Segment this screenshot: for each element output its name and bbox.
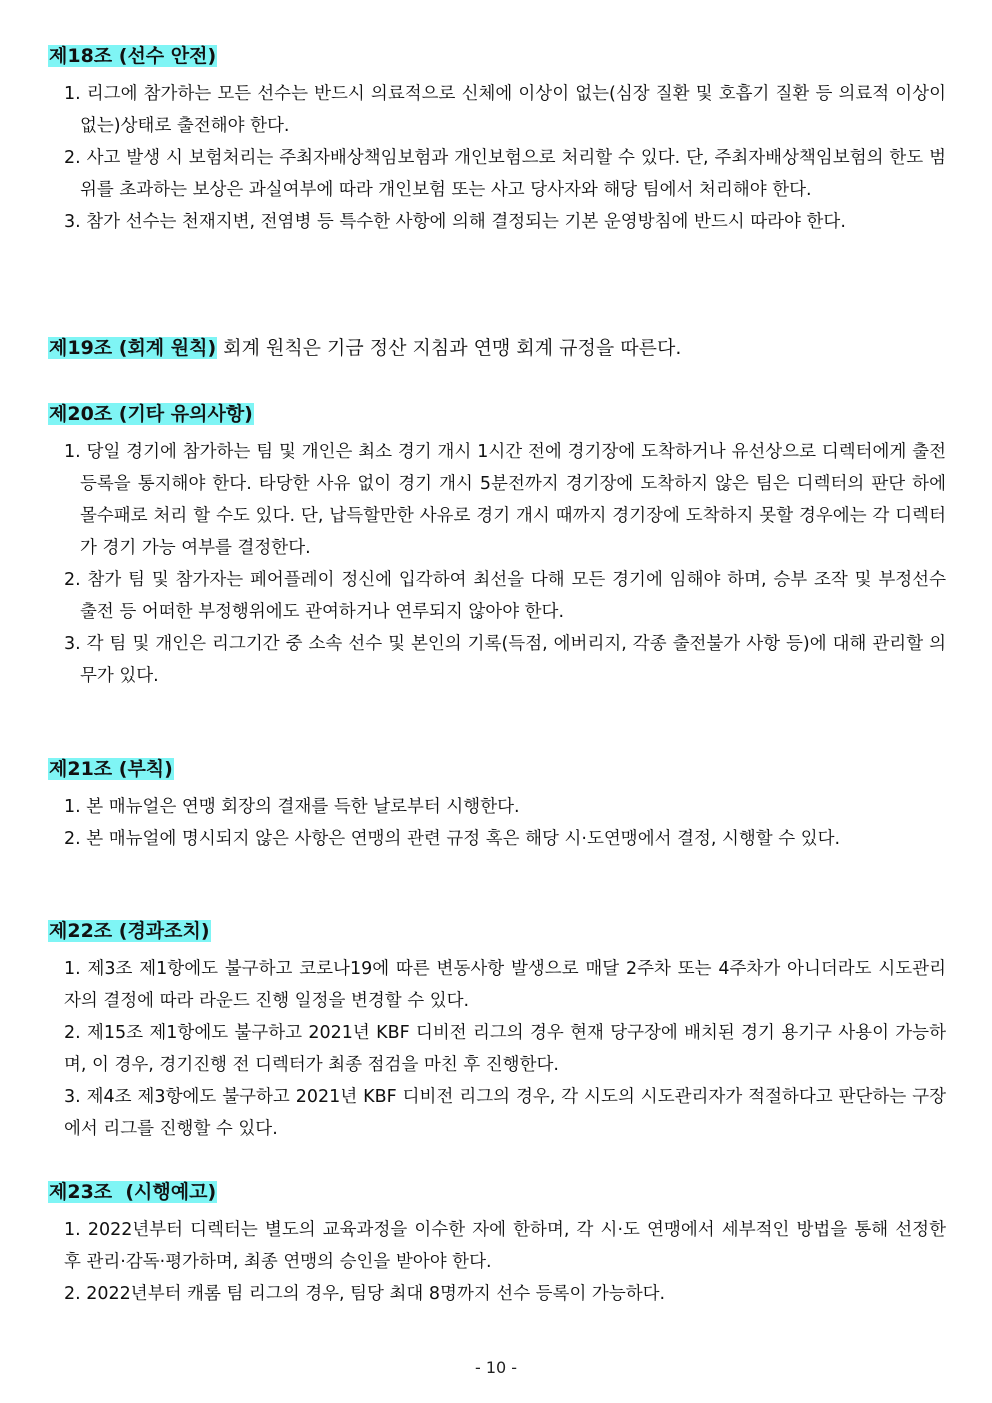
article-23-item-1: 1. 2022년부터 디렉터는 별도의 교육과정을 이수한 자에 한하며, 각 시·도 연맹에서 세부적인 방법을 통해 선정한 후 관리·감독·평가하며, 최종 연맹의 승인을 받아야 한다. (64, 1220, 946, 1272)
article-21 (48, 757, 946, 855)
article-20-item-2: 2. 참가 팀 및 참가자는 페어플레이 정신에 입각하여 최선을 다해 모든 경기에 임해야 하며, 승부 조작 및 부정선수 출전 등 어떠한 부정행위에도 관여하거나 연루되지 않아야 한다. (64, 570, 946, 622)
article-18-item-3: 3. 참가 선수는 천재지변, 전염병 등 특수한 사항에 의해 결정되는 기본 운영방침에 반드시 따라야 한다. (64, 212, 846, 232)
heading-highlight: 제22조 (경과조치) (49, 920, 210, 942)
article-22-item-2: 2. 제15조 제1항에도 불구하고 2021년 KBF 디비전 리그의 경우 현재 당구장에 배치된 경기 용기구 사용이 가능하며, 이 경우, 경기진행 전 디렉터가 최종 점검을 마친 후 진행한다. (64, 1023, 946, 1075)
heading-highlight: 제23조 (시행예고) (49, 1181, 217, 1203)
heading-highlight: 제20조 (기타 유의사항) (49, 403, 253, 425)
article-21-item-1: 1. 본 매뉴얼은 연맹 회장의 결재를 득한 날로부터 시행한다. (64, 797, 520, 817)
article-20 (48, 402, 946, 692)
page-number: - 10 - (474, 1358, 518, 1377)
article-23-item-2: 2. 2022년부터 캐롬 팀 리그의 경우, 팀당 최대 8명까지 선수 등록이 가능하다. (64, 1284, 666, 1304)
heading-highlight: 제21조 (부칙) (49, 758, 173, 780)
article-20-item-1: 1. 당일 경기에 참가하는 팀 및 개인은 최소 경기 개시 1시간 전에 경기장에 도착하거나 유선상으로 디렉터에게 출전 등록을 통지해야 한다. 타당한 사유 없이 경기 개시 5분전까지 경기장에 도착하지 않은 팀은 디렉터의 판단 하에 몰수패로 처리 할 수도 있다. 단, 납득할만한 사유로 경기 개시 때까지 경기장에 도착하지 못할 경우에는 각 디렉터가 경기 가능 여부를 결정한다. (64, 442, 946, 558)
article-20-heading (48, 402, 946, 426)
article-18-item-2: 2. 사고 발생 시 보험처리는 주최자배상책임보험과 개인보험으로 처리할 수 있다. 단, 주최자배상책임보험의 한도 범위를 초과하는 보상은 과실여부에 따라 개인보험 또는 사고 당사자와 해당 팀에서 처리해야 한다. (64, 148, 946, 200)
article-20-item-3: 3. 각 팀 및 개인은 리그기간 중 소속 선수 및 본인의 기록(득점, 에버리지, 각종 출전불가 사항 등)에 대해 관리할 의무가 있다. (64, 634, 946, 686)
article-18-item-1: 1. 리그에 참가하는 모든 선수는 반드시 의료적으로 신체에 이상이 없는(심장 질환 및 호흡기 질환 등 의료적 이상이 없는)상태로 출전해야 한다. (64, 84, 946, 136)
article-23 (48, 1180, 946, 1310)
article-19 (48, 336, 946, 360)
article-23-heading (48, 1180, 946, 1204)
article-22 (48, 919, 946, 1145)
article-19-text: 회계 원칙은 기금 정산 지침과 연맹 회계 규정을 따른다. (217, 337, 682, 359)
article-22-heading (48, 919, 946, 943)
article-21-heading (48, 757, 946, 781)
article-22-item-1: 1. 제3조 제1항에도 불구하고 코로나19에 따른 변동사항 발생으로 매달 2주차 또는 4주차가 아니더라도 시도관리자의 결정에 따라 라운드 진행 일정을 변경할 수 있다. (64, 959, 946, 1011)
article-18-heading (48, 44, 946, 68)
heading-highlight: 제18조 (선수 안전) (49, 45, 217, 67)
article-21-item-2: 2. 본 매뉴얼에 명시되지 않은 사항은 연맹의 관련 규정 혹은 해당 시·도연맹에서 결정, 시행할 수 있다. (64, 829, 841, 849)
article-18 (48, 44, 946, 238)
article-22-item-3: 3. 제4조 제3항에도 불구하고 2021년 KBF 디비전 리그의 경우, 각 시도의 시도관리자가 적절하다고 판단하는 구장에서 리그를 진행할 수 있다. (64, 1087, 946, 1139)
article-19-heading (48, 336, 946, 360)
heading-highlight: 제19조 (회계 원칙) (49, 337, 217, 359)
